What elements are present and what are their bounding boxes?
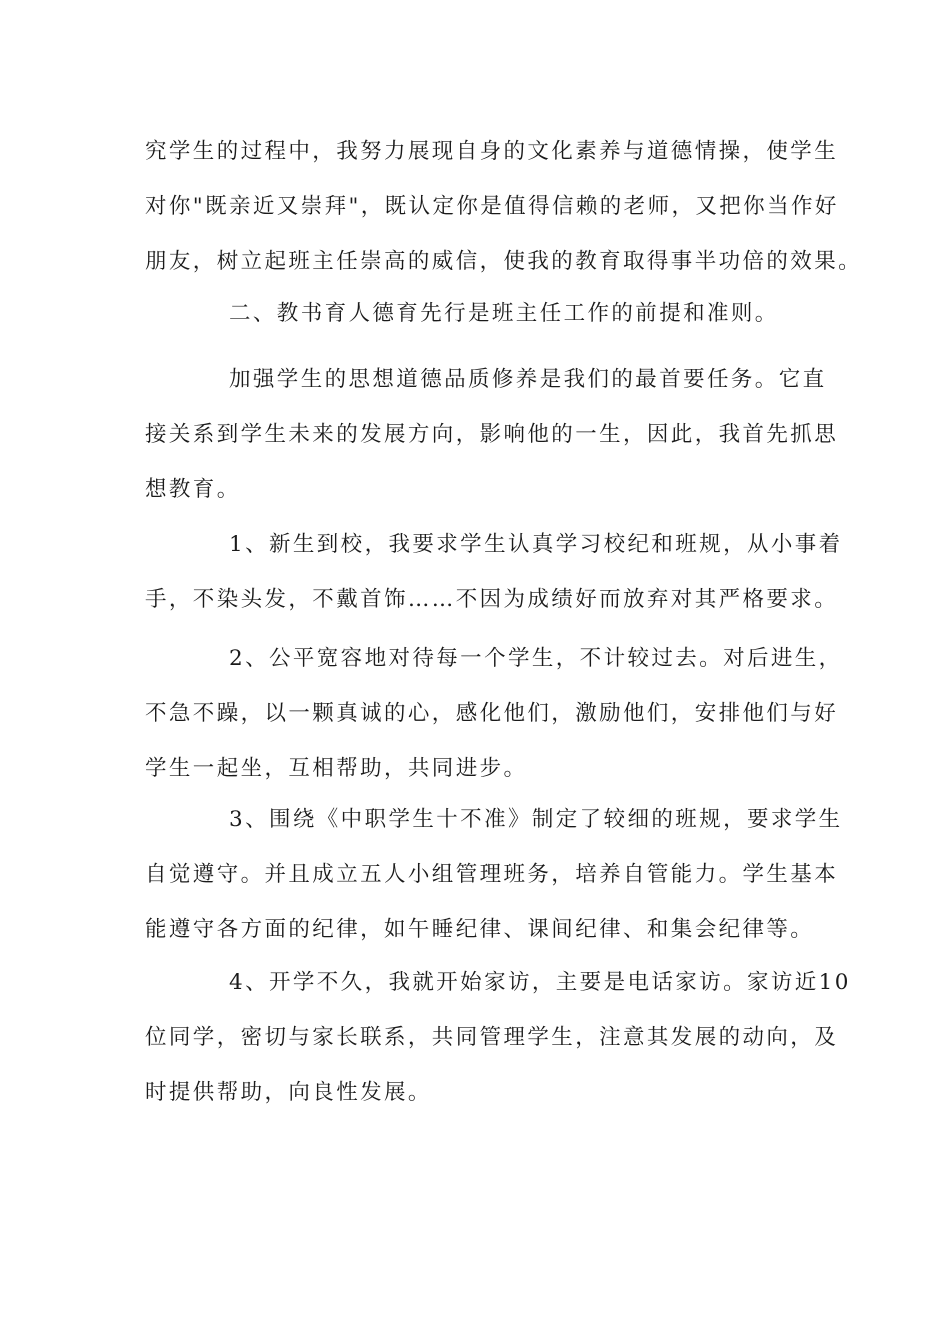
paragraph-line: 对你"既亲近又崇拜"，既认定你是值得信赖的老师，又把你当作好 — [145, 194, 839, 219]
heading-line: 二、教书育人德育先行是班主任工作的前提和准则。 — [229, 301, 779, 326]
paragraph-item-1 — [145, 517, 843, 627]
paragraph-line: 时提供帮助，向良性发展。 — [145, 1080, 432, 1105]
paragraph-line: 4、开学不久，我就开始家访，主要是电话家访。家访近10 — [229, 970, 851, 995]
paragraph-line: 究学生的过程中，我努力展现自身的文化素养与道德情操，使学生 — [145, 139, 839, 164]
paragraph-line: 想教育。 — [145, 477, 241, 502]
paragraph-item-2 — [145, 631, 843, 796]
paragraph-intro — [145, 352, 839, 517]
paragraph-item-3 — [145, 792, 843, 957]
paragraph-line: 位同学，密切与家长联系，共同管理学生，注意其发展的动向，及 — [145, 1025, 839, 1050]
paragraph-line: 2、公平宽容地对待每一个学生，不计较过去。对后进生， — [229, 646, 843, 671]
paragraph-line: 自觉遵守。并且成立五人小组管理班务，培养自管能力。学生基本 — [145, 862, 839, 887]
paragraph-line: 手，不染头发，不戴首饰……不因为成绩好而放弃对其严格要求。 — [145, 587, 839, 612]
paragraph-line: 接关系到学生未来的发展方向，影响他的一生，因此，我首先抓思 — [145, 422, 839, 447]
paragraph-line: 3、围绕《中职学生十不准》制定了较细的班规，要求学生 — [229, 807, 843, 832]
paragraph-line: 不急不躁，以一颗真诚的心，感化他们，激励他们，安排他们与好 — [145, 701, 839, 726]
paragraph-line: 学生一起坐，互相帮助，共同进步。 — [145, 756, 528, 781]
paragraph-line: 朋友，树立起班主任崇高的威信，使我的教育取得事半功倍的效果。 — [145, 249, 863, 274]
paragraph-line: 1、新生到校，我要求学生认真学习校纪和班规，从小事着 — [229, 532, 843, 557]
paragraph-line: 加强学生的思想道德品质修养是我们的最首要任务。它直 — [229, 367, 827, 392]
paragraph-line: 能遵守各方面的纪律，如午睡纪律、课间纪律、和集会纪律等。 — [145, 917, 815, 942]
paragraph-continuation — [145, 124, 863, 289]
paragraph-item-4 — [145, 955, 851, 1120]
section-heading — [145, 286, 805, 341]
